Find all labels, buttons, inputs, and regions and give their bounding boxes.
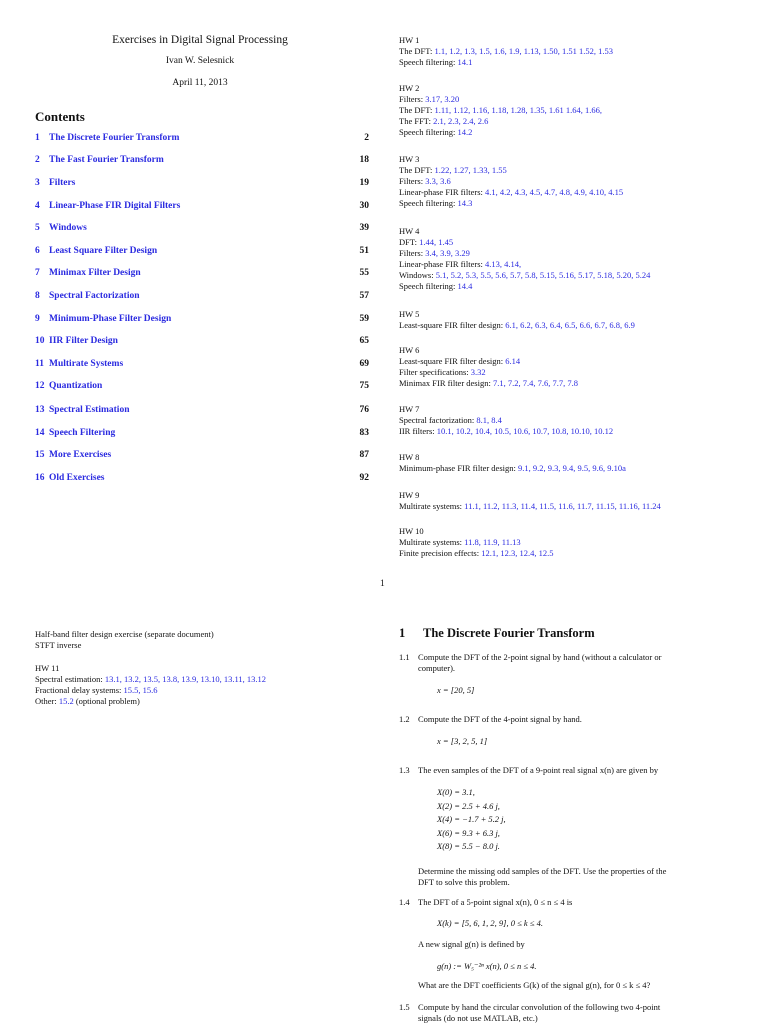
exercise-text: What are the DFT coefficients G(k) of the signal g(n), for 0 ≤ k ≤ 4? [418, 980, 651, 990]
toc-item-number[interactable]: 9 [35, 314, 40, 324]
exercise-links[interactable]: 15.2 [58, 696, 74, 706]
exercise-links[interactable]: 11.8, 11.9, 11.13 [464, 537, 521, 547]
document-title: Exercises in Digital Signal Processing [112, 34, 288, 46]
homework-block [399, 490, 749, 512]
toc-item-page: 51 [359, 246, 369, 256]
toc-item-page: 65 [359, 336, 369, 346]
homework-line [399, 187, 749, 198]
homework-title: HW 5 [399, 309, 420, 319]
homework-topic: Spectral estimation: [35, 674, 105, 684]
page2-notes [35, 629, 375, 651]
toc-item-page: 92 [359, 473, 369, 483]
homework-line [399, 270, 749, 281]
toc-item[interactable] [35, 246, 369, 260]
homework-topic: Finite precision effects: [399, 548, 482, 558]
homework-block [399, 154, 749, 209]
toc-item-page: 18 [359, 155, 369, 165]
exercise-links[interactable]: 4.1, 4.2, 4.3, 4.5, 4.7, 4.8, 4.9, 4.10, 4.15 [484, 187, 624, 197]
toc-item-number[interactable]: 7 [35, 268, 40, 278]
homework-block [399, 83, 749, 138]
homework-line [399, 105, 749, 116]
toc-item-title[interactable]: Filters [49, 178, 76, 188]
toc-item-page: 30 [359, 201, 369, 211]
toc-item-page: 76 [359, 405, 369, 415]
toc-item-number[interactable]: 8 [35, 291, 40, 301]
hw11-block [35, 663, 375, 707]
toc-item-number[interactable]: 10 [35, 336, 45, 346]
equation-line: X(2) = 2.5 + 4.6 j, [437, 800, 500, 811]
toc-item-page: 69 [359, 359, 369, 369]
exercise-line: DFT to solve this problem. [418, 877, 510, 887]
exercise-number: 1.1 [399, 652, 410, 662]
toc-item-page: 19 [359, 178, 369, 188]
homework-block [399, 404, 749, 437]
toc-item[interactable] [35, 473, 369, 487]
homework-title: HW 9 [399, 490, 420, 500]
homework-topic: IIR filters: [399, 426, 437, 436]
exercise-links[interactable]: 1.11, 1.12, 1.16, 1.18, 1.28, 1.35, 1.61 1.64, 1.66, [434, 105, 603, 115]
toc-item-page: 87 [359, 450, 369, 460]
equation-block [437, 786, 506, 854]
toc-item-title[interactable]: Spectral Estimation [49, 405, 130, 415]
exercise-links[interactable]: 8.1, 8.4 [476, 415, 502, 425]
exercise-line: Compute the DFT of the 2-point signal by hand (without a calculator or [418, 652, 662, 662]
toc-item-title[interactable]: Minimum-Phase Filter Design [49, 314, 172, 324]
homework-topic: Linear-phase FIR filters: [399, 259, 485, 269]
exercise-links[interactable]: 3.17, 3.20 [425, 94, 460, 104]
toc-item[interactable] [35, 450, 369, 464]
homework-topic: Filters: [399, 94, 426, 104]
exercise-number: 1.2 [399, 714, 410, 724]
homework-line [399, 176, 749, 187]
equation-line: X(4) = −1.7 + 5.2 j, [437, 814, 506, 824]
exercise-line: signals (do not use MATLAB, etc.) [418, 1013, 538, 1023]
toc-item[interactable] [35, 268, 369, 282]
homework-line [399, 367, 749, 378]
equation-line: X(6) = 9.3 + 6.3 j, [437, 827, 500, 838]
homework-topic: Minimax FIR filter design: [399, 378, 493, 388]
exercise-links[interactable]: 14.3 [457, 198, 473, 208]
homework-title: HW 10 [399, 526, 424, 536]
toc-item-title[interactable]: Windows [49, 223, 87, 233]
exercise-text [418, 1002, 733, 1024]
homework-topic: Multirate systems: [399, 537, 465, 547]
homework-line [399, 127, 749, 138]
homework-line [399, 116, 749, 127]
homework-topic: The DFT: [399, 46, 435, 56]
toc-item-number[interactable]: 16 [35, 473, 45, 483]
toc-item-number[interactable]: 13 [35, 405, 45, 415]
toc-item[interactable] [35, 359, 369, 373]
toc-item-page: 59 [359, 314, 369, 324]
homework-topic: Filters: [399, 248, 426, 258]
homework-topic: Least-square FIR filter design: [399, 356, 506, 366]
homework-topic: The DFT: [399, 165, 435, 175]
homework-line [35, 696, 375, 707]
section-heading [399, 626, 595, 641]
document-date: April 11, 2013 [172, 78, 228, 88]
homework-topic: Least-square FIR filter design: [399, 320, 506, 330]
homework-topic: The DFT: [399, 105, 435, 115]
toc-item-number[interactable]: 4 [35, 201, 40, 211]
half-band-note: Half-band filter design exercise (separate document) [35, 629, 214, 639]
exercise-line: Determine the missing odd samples of the DFT. Use the properties of the [418, 866, 667, 876]
homework-topic: Windows: [399, 270, 436, 280]
toc-item-title[interactable]: IIR Filter Design [49, 336, 118, 346]
exercise-number: 1.5 [399, 1002, 410, 1012]
homework-topic: Filter specifications: [399, 367, 471, 377]
homework-line [399, 426, 749, 437]
homework-line [399, 501, 749, 512]
toc-item-title[interactable]: Least Square Filter Design [49, 246, 158, 256]
exercise-text [418, 866, 733, 888]
equation-line: X(0) = 3.1, [437, 787, 475, 797]
exercise-links[interactable]: 9.1, 9.2, 9.3, 9.4, 9.5, 9.6, 9.10a [518, 463, 626, 473]
exercise-links[interactable]: 13.1, 13.2, 13.5, 13.8, 13.9, 13.10, 13.11, 13.12 [104, 674, 267, 684]
homework-line [399, 94, 749, 105]
toc-item-title[interactable]: Linear-Phase FIR Digital Filters [49, 201, 181, 211]
homework-line [399, 415, 749, 426]
toc-item-page: 75 [359, 381, 369, 391]
toc-item-title[interactable]: Spectral Factorization [49, 291, 140, 301]
contents-heading: Contents [35, 109, 85, 124]
homework-topic: Speech filtering: [399, 198, 458, 208]
equation: g(n) := W₅⁻²ⁿ x(n), 0 ≤ n ≤ 4. [437, 961, 537, 971]
exercise-line: Compute by hand the circular convolution of the following two 4-point [418, 1002, 661, 1012]
homework-topic: Other: [35, 696, 59, 706]
toc-item-title[interactable]: Old Exercises [49, 473, 105, 483]
equation: x = [3, 2, 5, 1] [437, 736, 488, 746]
homework-line [399, 548, 749, 559]
homework-block [399, 309, 749, 331]
homework-note: (optional problem) [73, 696, 140, 706]
exercise-line: computer). [418, 663, 456, 673]
homework-title: HW 6 [399, 345, 420, 355]
homework-line [399, 463, 749, 474]
exercise-links[interactable]: 6.14 [505, 356, 521, 366]
toc-item-number[interactable]: 11 [35, 359, 44, 369]
toc-item[interactable] [35, 336, 369, 350]
exercise-links[interactable]: 10.1, 10.2, 10.4, 10.5, 10.6, 10.7, 10.8, 10.10, 10.12 [436, 426, 614, 436]
exercise-links[interactable]: 2.1, 2.3, 2.4, 2.6 [433, 116, 489, 126]
homework-title: HW 4 [399, 226, 420, 236]
homework-line [399, 281, 749, 292]
homework-line [399, 320, 749, 331]
homework-topic: Minimum-phase FIR filter design: [399, 463, 518, 473]
homework-topic: Filters: [399, 176, 426, 186]
homework-block [399, 35, 749, 68]
homework-line [399, 259, 749, 270]
toc-item[interactable] [35, 223, 369, 237]
toc-item[interactable] [35, 133, 369, 147]
toc-item-page: 55 [359, 268, 369, 278]
toc-item[interactable] [35, 178, 369, 192]
homework-title: HW 8 [399, 452, 420, 462]
toc-item-number[interactable]: 6 [35, 246, 40, 256]
homework-line [399, 57, 749, 68]
homework-block [399, 226, 749, 292]
page-number: 1 [380, 579, 385, 589]
exercise-links[interactable]: 15.5, 15.6 [123, 685, 158, 695]
toc-item[interactable] [35, 381, 369, 395]
exercise-links[interactable]: 12.1, 12.3, 12.4, 12.5 [481, 548, 554, 558]
homework-line [399, 248, 749, 259]
exercise-text: A new signal g(n) is defined by [418, 939, 525, 949]
exercise-text: Compute the DFT of the 4-point signal by hand. [418, 714, 582, 724]
toc-item-title[interactable]: Multirate Systems [49, 359, 124, 369]
equation: X(k) = [5, 6, 1, 2, 9], 0 ≤ k ≤ 4. [437, 918, 543, 928]
exercise-text: The DFT of a 5-point signal x(n), 0 ≤ n ≤ 4 is [418, 897, 573, 907]
homework-block [399, 452, 749, 474]
exercise-links[interactable]: 14.1 [457, 57, 473, 67]
toc-item-page: 39 [359, 223, 369, 233]
toc-item-number[interactable]: 5 [35, 223, 40, 233]
document-author: Ivan W. Selesnick [165, 56, 235, 66]
hw11-title: HW 11 [35, 663, 60, 673]
toc-item[interactable] [35, 428, 369, 442]
homework-title: HW 2 [399, 83, 420, 93]
exercise-links[interactable]: 6.1, 6.2, 6.3, 6.4, 6.5, 6.6, 6.7, 6.8, 6.9 [505, 320, 635, 330]
exercise-links[interactable]: 3.3, 3.6 [425, 176, 451, 186]
homework-topic: Speech filtering: [399, 281, 458, 291]
toc-item-page: 57 [359, 291, 369, 301]
toc-item-page: 83 [359, 428, 369, 438]
toc-item-number[interactable]: 2 [35, 155, 40, 165]
homework-line [399, 46, 749, 57]
homework-topic: Speech filtering: [399, 57, 458, 67]
homework-line [35, 674, 375, 685]
toc-item-page: 2 [364, 133, 369, 143]
toc-item-title[interactable]: More Exercises [49, 450, 112, 460]
toc-item[interactable] [35, 291, 369, 305]
toc-item[interactable] [35, 314, 369, 328]
exercise-text [418, 652, 733, 674]
exercise-links[interactable]: 1.1, 1.2, 1.3, 1.5, 1.6, 1.9, 1.13, 1.50, 1.51 1.52, 1.53 [434, 46, 613, 56]
homework-topic: Linear-phase FIR filters: [399, 187, 485, 197]
homework-line [399, 356, 749, 367]
homework-topic: DFT: [399, 237, 420, 247]
exercise-links[interactable]: 5.1, 5.2, 5.3, 5.5, 5.6, 5.7, 5.8, 5.15, 5.16, 5.17, 5.18, 5.20, 5.24 [435, 270, 651, 280]
homework-title: HW 7 [399, 404, 420, 414]
exercise-links[interactable]: 14.2 [457, 127, 473, 137]
toc-item[interactable] [35, 405, 369, 419]
exercise-links[interactable]: 11.1, 11.2, 11.3, 11.4, 11.5, 11.6, 11.7, 11.15, 11.16, 11.24 [464, 501, 661, 511]
homework-title: HW 3 [399, 154, 420, 164]
homework-line [399, 165, 749, 176]
toc-item-number[interactable]: 15 [35, 450, 45, 460]
toc-item-title[interactable]: The Discrete Fourier Transform [49, 133, 180, 143]
exercise-number: 1.4 [399, 897, 410, 907]
exercise-text: The even samples of the DFT of a 9-point real signal x(n) are given by [418, 765, 659, 775]
homework-topic: The FFT: [399, 116, 434, 126]
homework-line [399, 237, 749, 248]
toc-item-title[interactable]: Minimax Filter Design [49, 268, 141, 278]
toc-item-title[interactable]: Speech Filtering [49, 428, 116, 438]
equation-line: X(8) = 5.5 − 8.0 j. [437, 841, 500, 851]
toc-item[interactable] [35, 201, 369, 215]
exercise-links[interactable]: 1.22, 1.27, 1.33, 1.55 [434, 165, 507, 175]
equation: x = [20, 5] [437, 685, 475, 695]
homework-block [399, 526, 749, 559]
homework-line [399, 198, 749, 209]
exercise-links[interactable]: 1.44, 1.45 [419, 237, 454, 247]
homework-topic: Spectral factorization: [399, 415, 477, 425]
homework-line [399, 378, 749, 389]
section-number: 1 [399, 626, 406, 640]
exercise-links[interactable]: 3.32 [470, 367, 486, 377]
toc-item-number[interactable]: 1 [35, 133, 40, 143]
section-title: The Discrete Fourier Transform [423, 626, 595, 640]
exercise-links[interactable]: 3.4, 3.9, 3.29 [425, 248, 470, 258]
stft-note: STFT inverse [35, 640, 82, 650]
homework-topic: Multirate systems: [399, 501, 465, 511]
exercise-links[interactable]: 14.4 [457, 281, 473, 291]
toc-item-number[interactable]: 14 [35, 428, 45, 438]
homework-line [399, 537, 749, 548]
toc-item-number[interactable]: 12 [35, 381, 45, 391]
homework-title: HW 1 [399, 35, 420, 45]
homework-topic: Fractional delay systems: [35, 685, 124, 695]
exercise-number: 1.3 [399, 765, 410, 775]
homework-topic: Speech filtering: [399, 127, 458, 137]
homework-block [399, 345, 749, 389]
exercise-links[interactable]: 4.13, 4.14, [484, 259, 522, 269]
exercise-links[interactable]: 7.1, 7.2, 7.4, 7.6, 7.7, 7.8 [492, 378, 578, 388]
toc-item-number[interactable]: 3 [35, 178, 40, 188]
toc-item-title[interactable]: The Fast Fourier Transform [49, 155, 164, 165]
toc-item[interactable] [35, 155, 369, 169]
homework-line [35, 685, 375, 696]
toc-item-title[interactable]: Quantization [49, 381, 103, 391]
